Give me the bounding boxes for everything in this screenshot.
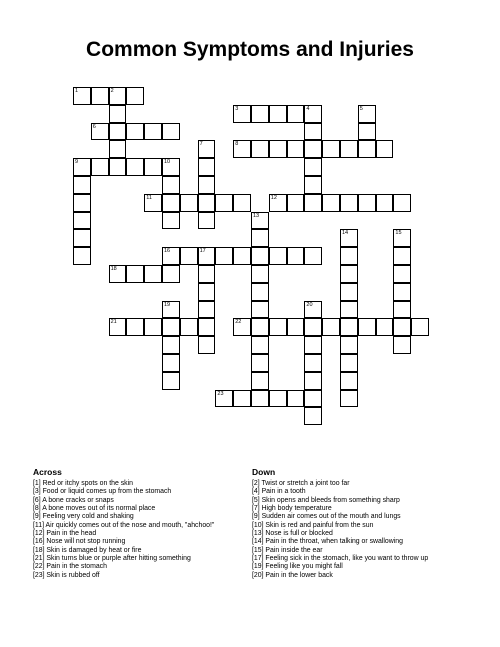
grid-cell[interactable] xyxy=(376,140,394,158)
clue-number: 19 xyxy=(164,301,171,308)
grid-cell[interactable] xyxy=(126,87,144,105)
grid-cell[interactable] xyxy=(162,158,180,176)
grid-cell[interactable] xyxy=(198,301,216,319)
grid-cell[interactable] xyxy=(376,194,394,212)
grid-cell[interactable] xyxy=(287,247,305,265)
clue-number: 16 xyxy=(164,248,171,255)
grid-cell[interactable] xyxy=(162,123,180,141)
grid-cell[interactable] xyxy=(393,229,411,247)
clue-number: 7 xyxy=(199,141,203,148)
grid-cell[interactable] xyxy=(126,158,144,176)
down-clue: [17] Feeling sick in the stomach, like you want to throw up xyxy=(252,555,429,563)
grid-cell[interactable] xyxy=(198,283,216,301)
grid-cell[interactable] xyxy=(340,390,358,408)
grid-cell[interactable] xyxy=(287,390,305,408)
grid-cell[interactable] xyxy=(162,247,180,265)
grid-cell[interactable] xyxy=(393,194,411,212)
grid-cell[interactable] xyxy=(109,123,127,141)
grid-cell[interactable] xyxy=(180,194,198,212)
grid-cell[interactable] xyxy=(162,318,180,336)
grid-cell[interactable] xyxy=(109,105,127,123)
down-clue-list xyxy=(252,480,428,580)
grid-cell[interactable] xyxy=(340,283,358,301)
grid-cell[interactable] xyxy=(198,336,216,354)
grid-cell[interactable] xyxy=(304,247,322,265)
grid-cell[interactable] xyxy=(198,140,216,158)
grid-cell[interactable] xyxy=(287,194,305,212)
grid-cell[interactable] xyxy=(144,158,162,176)
grid-cell[interactable] xyxy=(393,283,411,301)
down-clue: [4] Pain in a tooth xyxy=(252,488,306,496)
grid-cell[interactable] xyxy=(340,354,358,372)
grid-cell[interactable] xyxy=(233,390,251,408)
grid-cell[interactable] xyxy=(304,336,322,354)
clue-number: 8 xyxy=(235,141,239,148)
grid-cell[interactable] xyxy=(393,265,411,283)
grid-cell[interactable] xyxy=(126,265,144,283)
grid-cell[interactable] xyxy=(322,318,340,336)
grid-cell[interactable] xyxy=(109,140,127,158)
clue-number: 20 xyxy=(306,301,313,308)
grid-cell[interactable] xyxy=(304,407,322,425)
grid-cell[interactable] xyxy=(393,247,411,265)
down-heading: Down xyxy=(252,467,276,477)
grid-cell[interactable] xyxy=(411,318,429,336)
grid-cell[interactable] xyxy=(340,247,358,265)
grid-cell[interactable] xyxy=(304,354,322,372)
down-clue: [10] Skin is red and painful from the sun xyxy=(252,521,374,529)
clue-number: 18 xyxy=(110,266,117,272)
grid-cell[interactable] xyxy=(251,301,269,319)
clue-number: 4 xyxy=(306,105,310,112)
grid-cell[interactable] xyxy=(304,372,322,390)
grid-cell[interactable] xyxy=(162,336,180,354)
grid-cell[interactable] xyxy=(251,372,269,390)
grid-cell[interactable] xyxy=(198,176,216,194)
across-clue: [1] Red or itchy spots on the skin xyxy=(33,480,133,487)
grid-cell[interactable] xyxy=(304,123,322,141)
grid-cell[interactable] xyxy=(162,265,180,283)
grid-cell[interactable] xyxy=(73,87,91,105)
grid-cell[interactable] xyxy=(251,265,269,283)
clue-number: 11 xyxy=(146,194,152,201)
grid-cell[interactable] xyxy=(180,318,198,336)
grid-cell[interactable] xyxy=(287,140,305,158)
grid-cell[interactable] xyxy=(251,318,269,336)
grid-cell[interactable] xyxy=(304,194,322,212)
grid-cell[interactable] xyxy=(162,176,180,194)
across-clue: [21] Skin turns blue or purple after hitting something xyxy=(33,555,191,563)
clue-number: 1 xyxy=(75,88,79,94)
grid-cell[interactable] xyxy=(340,372,358,390)
clue-number: 5 xyxy=(359,105,363,112)
grid-cell[interactable] xyxy=(340,336,358,354)
grid-cell[interactable] xyxy=(304,140,322,158)
across-clue: [22] Pain in the stomach xyxy=(33,563,107,571)
across-clue: [23] Skin is rubbed off xyxy=(33,571,100,579)
down-clue: [5] Skin opens and bleeds from something sharp xyxy=(252,496,400,504)
grid-cell[interactable] xyxy=(180,247,198,265)
down-clue: [15] Pain inside the ear xyxy=(252,546,323,554)
grid-cell[interactable] xyxy=(322,194,340,212)
grid-cell[interactable] xyxy=(144,318,162,336)
grid-cell[interactable] xyxy=(340,140,358,158)
clue-number: 12 xyxy=(270,194,277,201)
grid-cell[interactable] xyxy=(144,123,162,141)
grid-cell[interactable] xyxy=(126,318,144,336)
clue-number: 3 xyxy=(235,105,239,112)
down-clue: [9] Sudden air comes out of the mouth and lungs xyxy=(252,513,401,521)
grid-cell[interactable] xyxy=(162,354,180,372)
across-heading: Across xyxy=(33,467,62,477)
grid-cell[interactable] xyxy=(251,140,269,158)
grid-cell[interactable] xyxy=(269,390,287,408)
grid-cell[interactable] xyxy=(358,123,376,141)
grid-cell[interactable] xyxy=(393,301,411,319)
across-clue: [8] A bone moves out of its normal place xyxy=(33,505,156,513)
grid-cell[interactable] xyxy=(91,123,109,141)
across-clue: [3] Food or liquid comes up from the stomach xyxy=(33,488,172,496)
grid-cell[interactable] xyxy=(251,283,269,301)
grid-cell[interactable] xyxy=(251,390,269,408)
grid-cell[interactable] xyxy=(358,318,376,336)
grid-cell[interactable] xyxy=(287,105,305,123)
grid-cell[interactable] xyxy=(269,318,287,336)
grid-cell[interactable] xyxy=(198,194,216,212)
clue-number: 21 xyxy=(110,319,117,326)
grid-cell[interactable] xyxy=(251,105,269,123)
grid-cell[interactable] xyxy=(109,87,127,105)
down-clue: [14] Pain in the throat, when talking or swallowing xyxy=(252,538,403,546)
clue-number: 17 xyxy=(199,248,206,255)
puzzle-title: Common Symptoms and Injuries xyxy=(86,38,414,61)
grid-cell[interactable] xyxy=(233,140,251,158)
across-clue: [11] Air quickly comes out of the nose and mouth, "ahchoo!" xyxy=(33,521,215,529)
grid-cell[interactable] xyxy=(109,265,127,283)
grid-cell[interactable] xyxy=(162,212,180,230)
grid-cell[interactable] xyxy=(340,318,358,336)
across-clue: [6] A bone cracks or snaps xyxy=(33,496,114,504)
clue-number: 2 xyxy=(110,88,114,94)
grid-cell[interactable] xyxy=(340,265,358,283)
grid-cell[interactable] xyxy=(233,318,251,336)
grid-cell[interactable] xyxy=(393,336,411,354)
across-clue: [9] Feeling very cold and shaking xyxy=(33,513,134,521)
grid-cell[interactable] xyxy=(358,194,376,212)
grid-cell[interactable] xyxy=(251,247,269,265)
grid-cell[interactable] xyxy=(322,140,340,158)
clue-number: 22 xyxy=(235,319,242,326)
grid-cell[interactable] xyxy=(304,390,322,408)
grid-cell[interactable] xyxy=(198,318,216,336)
grid-cell[interactable] xyxy=(162,194,180,212)
grid-cell[interactable] xyxy=(198,158,216,176)
grid-cell[interactable] xyxy=(198,265,216,283)
grid-cell[interactable] xyxy=(73,247,91,265)
grid-cell[interactable] xyxy=(269,105,287,123)
down-clue: [19] Feeling like you might fall xyxy=(252,563,343,571)
grid-cell[interactable] xyxy=(126,123,144,141)
across-clue-list xyxy=(33,480,214,580)
grid-cell[interactable] xyxy=(144,194,162,212)
grid-cell[interactable] xyxy=(215,390,233,408)
grid-cell[interactable] xyxy=(73,194,91,212)
grid-cell[interactable] xyxy=(109,158,127,176)
grid-cell[interactable] xyxy=(91,158,109,176)
grid-cell[interactable] xyxy=(91,87,109,105)
grid-cell[interactable] xyxy=(144,265,162,283)
grid-cell[interactable] xyxy=(251,336,269,354)
grid-cell[interactable] xyxy=(340,301,358,319)
grid-cell[interactable] xyxy=(251,354,269,372)
grid-cell[interactable] xyxy=(162,301,180,319)
grid-cell[interactable] xyxy=(251,212,269,230)
down-clue: [13] Nose is full or blocked xyxy=(252,530,333,538)
grid-cell[interactable] xyxy=(358,105,376,123)
clue-number: 13 xyxy=(253,212,260,219)
clue-number: 6 xyxy=(92,123,96,130)
clue-number: 9 xyxy=(75,159,79,166)
grid-cell[interactable] xyxy=(304,105,322,123)
across-clue: [12] Pain in the head xyxy=(33,530,97,538)
grid-cell[interactable] xyxy=(393,318,411,336)
grid-cell[interactable] xyxy=(198,247,216,265)
clue-number: 23 xyxy=(217,390,224,397)
grid-cell[interactable] xyxy=(73,176,91,194)
grid-cell[interactable] xyxy=(215,194,233,212)
grid-cell[interactable] xyxy=(340,229,358,247)
grid-cell[interactable] xyxy=(376,318,394,336)
grid-cell[interactable] xyxy=(109,318,127,336)
grid-cell[interactable] xyxy=(287,318,305,336)
grid-cell[interactable] xyxy=(269,194,287,212)
grid-cell[interactable] xyxy=(233,247,251,265)
across-clue: [16] Nose will not stop running xyxy=(33,538,126,546)
down-clue: [7] High body temperature xyxy=(252,505,332,513)
clue-number: 15 xyxy=(395,230,402,237)
grid-cell[interactable] xyxy=(233,194,251,212)
grid-cell[interactable] xyxy=(304,301,322,319)
grid-cell[interactable] xyxy=(269,140,287,158)
clue-number: 10 xyxy=(164,159,171,166)
grid-cell[interactable] xyxy=(215,247,233,265)
grid-cell[interactable] xyxy=(73,212,91,230)
grid-cell[interactable] xyxy=(162,372,180,390)
grid-cell[interactable] xyxy=(304,176,322,194)
grid-cell[interactable] xyxy=(340,194,358,212)
down-clue: [2] Twist or stretch a joint too far xyxy=(252,480,350,487)
grid-cell[interactable] xyxy=(233,105,251,123)
grid-cell[interactable] xyxy=(73,158,91,176)
grid-cell[interactable] xyxy=(73,229,91,247)
clue-number: 14 xyxy=(342,230,349,237)
grid-cell[interactable] xyxy=(304,318,322,336)
across-clue: [18] Skin is damaged by heat or fire xyxy=(33,546,142,554)
down-clue: [20] Pain in the lower back xyxy=(252,571,333,579)
grid-cell[interactable] xyxy=(358,140,376,158)
grid-cell[interactable] xyxy=(251,229,269,247)
grid-cell[interactable] xyxy=(198,212,216,230)
grid-cell[interactable] xyxy=(269,247,287,265)
grid-cell[interactable] xyxy=(304,158,322,176)
